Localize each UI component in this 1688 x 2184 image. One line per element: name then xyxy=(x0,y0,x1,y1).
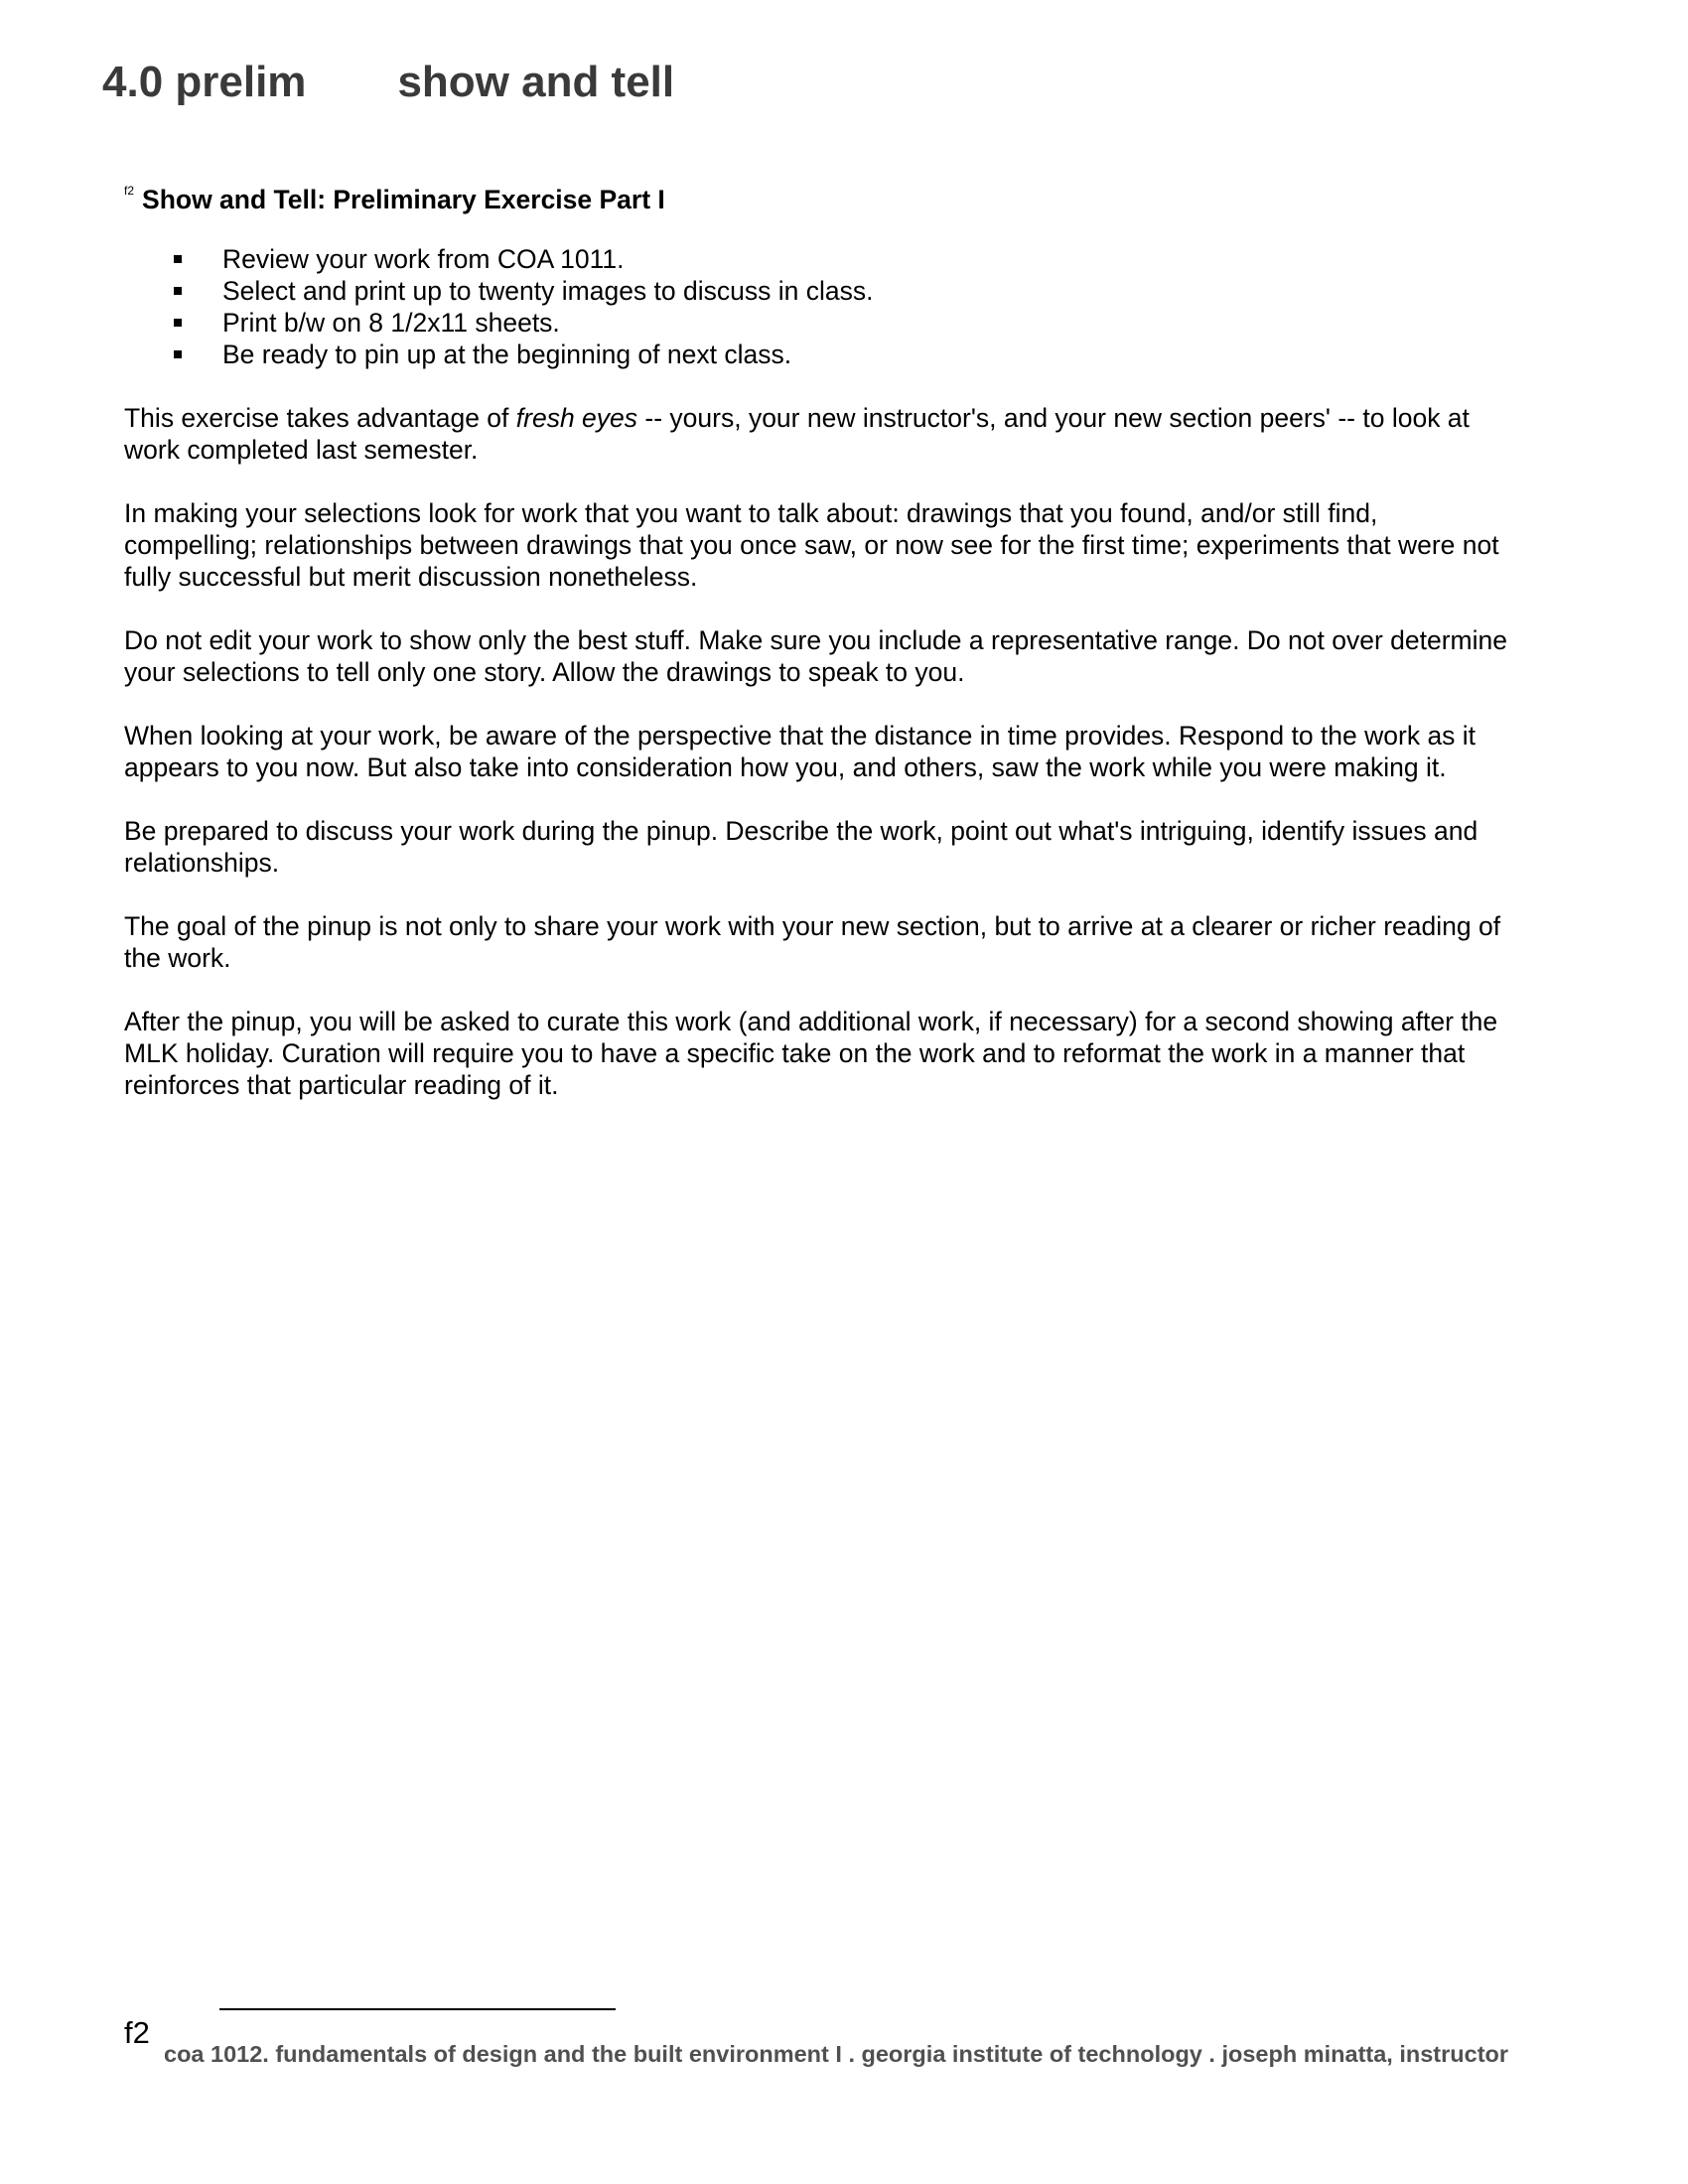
bullet-icon xyxy=(174,287,182,295)
instruction-list xyxy=(124,243,1514,370)
bullet-icon xyxy=(174,319,182,327)
exercise-heading xyxy=(124,175,1514,215)
footnote-reference: f2 xyxy=(124,2015,150,2050)
bullet-icon xyxy=(174,255,182,263)
body-paragraph: When looking at your work, be aware of the perspective that the distance in time provides. Respond to the work as it appears to you now. But also take into consideration how you, and others, saw the work while you were making it. xyxy=(124,721,1477,782)
list-item: Review your work from COA 1011. xyxy=(124,243,1514,275)
exercise-body xyxy=(124,175,1514,1133)
section-number: 4.0 prelim xyxy=(102,58,307,106)
page-title xyxy=(102,58,674,107)
bullet-icon xyxy=(174,350,182,358)
list-item: Be ready to pin up at the beginning of next class. xyxy=(124,339,1514,370)
section-title: show and tell xyxy=(397,58,675,106)
footnote-separator xyxy=(219,2008,616,2010)
body-paragraph: Be prepared to discuss your work during the pinup. Describe the work, point out what's intriguing, identify issues and relationships. xyxy=(124,816,1478,878)
intro-paragraph: This exercise takes advantage of fresh eyes -- yours, your new instructor's, and your new section peers' -- to look at work completed last semester. xyxy=(124,403,1470,465)
exercise-heading-text: Show and Tell: Preliminary Exercise Part I xyxy=(142,185,665,214)
footnote-marker: f2 xyxy=(124,184,135,198)
list-item: Select and print up to twenty images to discuss in class. xyxy=(124,275,1514,307)
body-paragraph: Do not edit your work to show only the best stuff. Make sure you include a representative range. Do not over determine your selections to tell only one story. Allow the drawings to speak to you. xyxy=(124,625,1507,687)
emphasis-text: fresh eyes xyxy=(515,403,638,433)
body-paragraph: In making your selections look for work that you want to talk about: drawings that you found, and/or still find, compelling; relationships between drawings that you once saw, or now see for the first time; experiments that were not fully successful but merit discussion nonetheless. xyxy=(124,498,1499,592)
list-item: Print b/w on 8 1/2x11 sheets. xyxy=(124,307,1514,339)
footer-credit: coa 1012. fundamentals of design and the built environment I . georgia institute of technology . joseph minatta, instructor xyxy=(164,2041,1509,2067)
body-paragraph: After the pinup, you will be asked to curate this work (and additional work, if necessary) for a second showing after the MLK holiday. Curation will require you to have a specific take on the work and to reformat the work in a manner that reinforces that particular reading of it. xyxy=(124,1007,1498,1100)
body-paragraph: The goal of the pinup is not only to share your work with your new section, but to arrive at a clearer or richer reading of the work. xyxy=(124,911,1501,973)
